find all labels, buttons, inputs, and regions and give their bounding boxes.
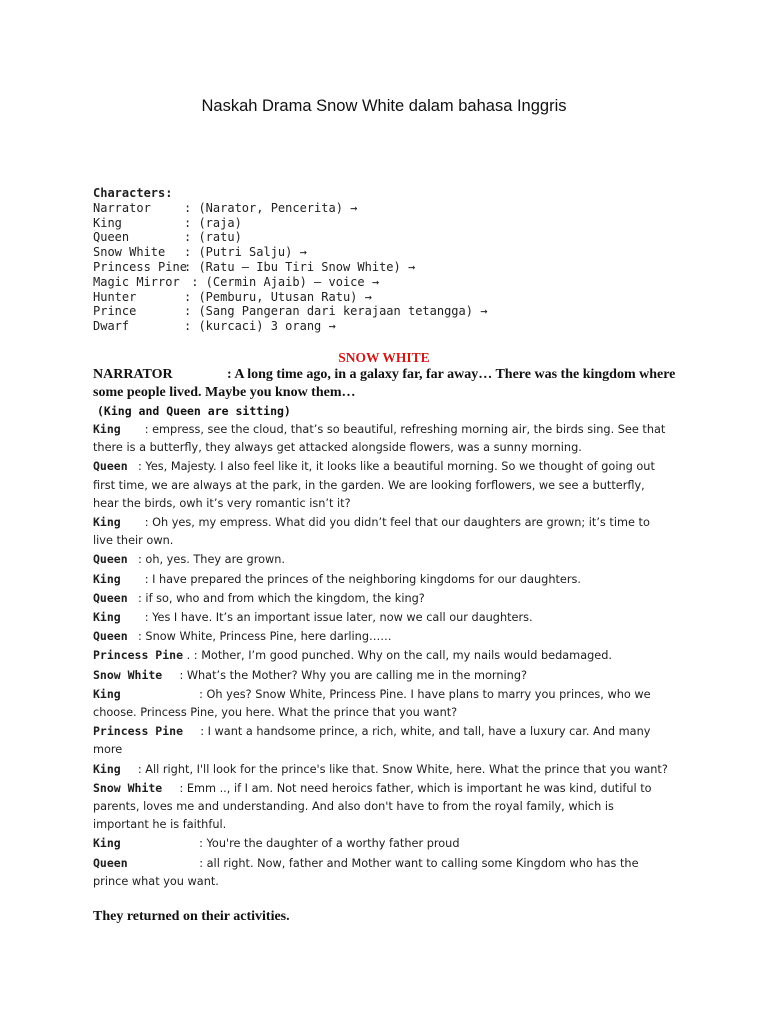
character-row <box>93 216 693 231</box>
speaker-padding <box>183 723 197 741</box>
speaker-name: King <box>93 686 121 701</box>
speaker-padding <box>128 628 135 646</box>
character-row <box>93 201 693 216</box>
dialogue-line <box>93 646 673 665</box>
speaker-name: Snow White <box>93 780 163 795</box>
dialogue-line <box>93 608 673 627</box>
character-description: : (Narator, Pencerita) → <box>184 200 358 215</box>
dialogue <box>93 420 673 891</box>
stage-direction: (King and Queen are sitting) <box>97 404 291 418</box>
dialogue-line <box>93 513 673 550</box>
dialogue-text: : if so, who and from which the kingdom, the king? <box>138 591 425 605</box>
dialogue-text: . : Mother, I’m good punched. Why on the call, my nails would bedamaged. <box>186 649 612 663</box>
speaker-padding <box>121 686 196 704</box>
dialogue-line <box>93 779 673 835</box>
character-row <box>93 260 693 275</box>
character-name: Hunter <box>93 289 137 304</box>
speaker-padding <box>121 514 141 532</box>
speaker-padding <box>162 667 176 685</box>
narrator-text: : A long time ago, in a galaxy far, far away… There was the kingdom where some people lived. Maybe you know them… <box>93 367 676 400</box>
character-description: : (ratu) <box>184 230 242 245</box>
document-title: Naskah Drama Snow White dalam bahasa Inggris <box>201 97 567 115</box>
speaker-padding <box>128 590 135 608</box>
dialogue-line <box>93 457 673 513</box>
speaker-padding <box>121 835 196 853</box>
speaker-padding <box>121 421 141 439</box>
dialogue-line <box>93 550 673 569</box>
speaker-name: Princess Pine <box>93 724 184 739</box>
dialogue-text: : Emm .., if I am. Not need heroics father, which is important he was kind, dutiful to parents, loves me and understanding. And also don't have to from the royal family, which is important he is faithful. <box>93 781 652 832</box>
speaker-name: King <box>93 422 121 436</box>
dialogue-line <box>93 666 673 685</box>
character-name: Princess Pine <box>93 259 187 274</box>
character-name: Dwarf <box>93 319 130 334</box>
speaker-name: Queen <box>93 855 128 870</box>
characters-heading: Characters: <box>93 186 173 200</box>
dialogue-line <box>93 570 673 589</box>
character-row <box>93 290 693 305</box>
speaker-name: King <box>93 761 121 776</box>
dialogue-text: : You're the daughter of a worthy father proud <box>199 837 460 851</box>
character-name: King <box>93 215 122 230</box>
dialogue-text: : I want a handsome prince, a rich, white, and tall, have a luxury car. And many more <box>93 725 651 757</box>
section-title: SNOW WHITE <box>338 350 430 365</box>
character-description: : (Pemburu, Utusan Ratu) → <box>184 289 372 304</box>
dialogue-text: : empress, see the cloud, that’s so beautiful, refreshing morning air, the birds sing. See that there is a butterfly, they always get attacked alongside flowers, was a sunny morning. <box>93 423 666 455</box>
character-name: Magic Mirror <box>93 274 180 289</box>
character-description: : (Cermin Ajaib) – voice → <box>184 274 380 289</box>
character-description: : (kurcaci) 3 orang → <box>184 319 336 334</box>
speaker-name: Queen <box>93 552 128 567</box>
character-row <box>93 304 693 319</box>
dialogue-text: : Oh yes, my empress. What did you didn’t feel that our daughters are grown; it’s time to live their own. <box>93 516 650 548</box>
speaker-padding <box>162 780 176 798</box>
speaker-padding <box>128 855 196 873</box>
speaker-padding <box>121 761 135 779</box>
speaker-name: Queen <box>93 590 128 605</box>
dialogue-line <box>93 685 673 722</box>
character-row <box>93 275 693 290</box>
narrator-line <box>93 366 693 401</box>
character-name: Prince <box>93 304 137 319</box>
dialogue-text: : all right. Now, father and Mother want to calling some Kingdom who has the prince what you want. <box>93 856 639 888</box>
character-description: : (Sang Pangeran dari kerajaan tetangga) → <box>184 304 488 319</box>
dialogue-line <box>93 420 673 457</box>
dialogue-line <box>93 722 673 759</box>
character-name: Snow White <box>93 245 166 260</box>
speaker-name: Queen <box>93 459 128 474</box>
character-description: : (raja) <box>184 215 242 230</box>
speaker-padding <box>121 609 141 627</box>
character-row <box>93 245 693 260</box>
dialogue-text: : Oh yes? Snow White, Princess Pine. I have plans to marry you princes, who we choose. Princess Pine, you here. What the prince that you want? <box>93 687 651 720</box>
speaker-padding <box>128 458 135 476</box>
dialogue-line <box>93 760 673 779</box>
character-description: : (Ratu – Ibu Tiri Snow White) → <box>184 259 416 274</box>
speaker-name: King <box>93 571 121 586</box>
speaker-name: Snow White <box>93 667 163 682</box>
dialogue-text: : oh, yes. They are grown. <box>138 553 286 567</box>
dialogue-text: : Yes, Majesty. I also feel like it, it looks like a beautiful morning. So we thought of going out first time, we are always at the park, in the garden. We are looking forflowers, we see a butterfly, hear the birds, owh it’s very romantic isn’t it? <box>93 460 655 510</box>
dialogue-line <box>93 854 673 891</box>
dialogue-line <box>93 589 673 608</box>
speaker-name: King <box>93 610 121 625</box>
speaker-name: Princess Pine <box>93 648 184 663</box>
speaker-padding <box>121 571 141 589</box>
character-name: Narrator <box>93 200 151 215</box>
character-name: Queen <box>93 230 130 245</box>
speaker-name: King <box>93 836 121 851</box>
dialogue-line <box>93 627 673 646</box>
speaker-name: King <box>93 515 121 530</box>
character-row <box>93 319 693 334</box>
speaker-padding <box>128 551 135 569</box>
dialogue-text: : I have prepared the princes of the neighboring kingdoms for our daughters. <box>144 572 582 586</box>
characters-list <box>93 186 693 334</box>
dialogue-text: : Yes I have. It’s an important issue later, now we call our daughters. <box>144 611 533 625</box>
speaker-name: Queen <box>93 629 128 644</box>
dialogue-text: : Snow White, Princess Pine, here darling…… <box>138 630 392 644</box>
narrator-label: NARRATOR <box>93 367 173 382</box>
dialogue-text: : What’s the Mother? Why you are calling me in the morning? <box>179 668 527 682</box>
character-row <box>93 230 693 245</box>
closing-line: They returned on their activities. <box>93 909 290 924</box>
character-description: : (Putri Salju) → <box>184 245 307 260</box>
dialogue-text: : All right, I'll look for the prince's like that. Snow White, here. What the prince that you want? <box>137 762 668 776</box>
dialogue-line <box>93 834 673 853</box>
